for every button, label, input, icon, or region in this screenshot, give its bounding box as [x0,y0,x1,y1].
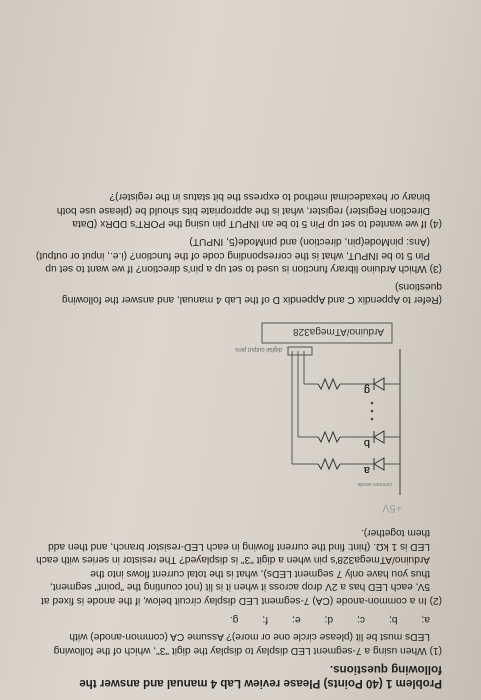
choice-b[interactable]: b; [389,613,398,625]
circuit-svg [132,314,432,519]
question-4: (4) If we wanted to set up Pin 5 to be an INPUT pin using the PORT's DDRx (Data Direction Register) register, what is the appropriate bits should be (please use both binary or hexadecimal method to express the bit status in the register)? [56,191,442,230]
choice-g[interactable]: g. [229,613,239,625]
problem-heading: Problem 1 (40 Points) Please review Lab 4 manual and answer the following questions. [79,663,442,690]
led-branch-g [304,351,400,396]
choice-e[interactable]: e; [292,613,301,625]
circuit-diagram [132,314,432,519]
digital-output-pins-label: digital output pins [235,346,282,353]
question-2: (2) In a common-anode (CA) 7-segment LED display circuit below, if the anode is fixed at 5V, each LED has a 2V drop across it when it is lit (not counting the "point" segment, thus you have only 7 segment LEDs), what is the total current flows into the Arduino/ATmega328's pin when a digit "3" is displayed? The resistor in series with each LED is 1 kΩ. (hint: find the current flowing in each LED-resistor branch, and then add them together). [36,527,442,607]
worksheet [32,186,442,690]
segment-b-label: b [363,437,370,450]
supply-label: +5V [382,502,402,515]
choice-a[interactable]: a; [421,613,430,625]
question-3: (3) Which Arduino library function is used to set up a pin's direction? If we want to set up Pin 5 to be INPUT, what is the corresponding code of the function? (i.e., input or output) (Ans: pinMode(pin, direction) and pinMode(5, INPUT) [35,236,442,275]
led-g-icon [374,378,384,390]
segment-a-label: a [363,464,370,477]
choice-c[interactable]: c; [357,613,365,625]
led-branch-a [292,351,400,476]
arduino-chip-label: Arduino/ATmega328 [293,326,384,338]
choice-d[interactable]: d; [324,613,334,625]
led-b-icon [374,431,384,443]
resistor-g-icon [318,379,340,389]
refer-note: (Refer to Appendix C and Appendix D of the Lab 4 manual, and answer the following questions) [61,280,442,306]
led-branch-b [298,351,400,449]
segment-choices [32,612,442,626]
choice-f[interactable]: f; [262,613,269,625]
led-a-icon [374,458,384,470]
segment-g-label: g [363,384,370,397]
resistor-b-icon [318,432,340,442]
question-1: (1) When using a 7-segment LED display to display the digit "3", which of the following LEDs must be lit (please circle one or more)? Assume CA (common-anode) with [53,631,442,656]
common-anode-label: common anode [357,481,392,488]
resistor-a-icon [318,459,340,469]
